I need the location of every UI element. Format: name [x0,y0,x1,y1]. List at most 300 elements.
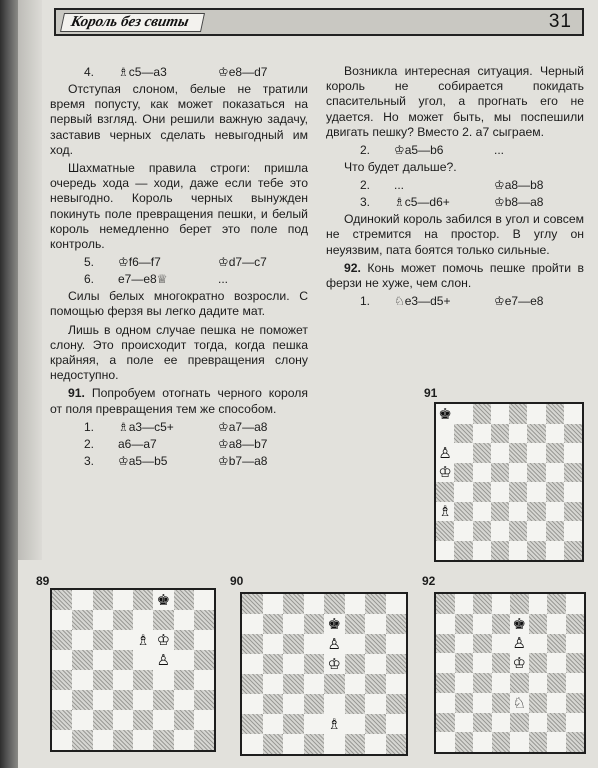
chess-piece-icon: ♗ [436,502,454,522]
square-b6 [455,634,474,654]
square-a2 [436,713,455,733]
square-b7 [454,424,472,444]
move-line [360,294,584,309]
move-line [360,195,584,210]
black-move: ♔a7—a8 [218,419,268,434]
square-f2 [345,714,366,734]
paragraph [50,323,308,384]
chess-piece-icon: ♙ [510,634,529,654]
square-b5 [454,463,472,483]
square-h1 [566,732,585,752]
square-g1 [546,541,564,561]
chessboard-89 [50,588,216,752]
square-d7 [113,610,133,630]
black-move: ♔a8—b7 [218,436,268,451]
square-b1 [263,734,284,754]
square-e4 [133,670,153,690]
square-e5 [510,653,529,673]
square-a1 [242,734,263,754]
square-e1 [509,541,527,561]
square-e1 [510,732,529,752]
paragraph [326,212,584,258]
black-move: ♔b7—a8 [218,453,268,468]
square-d8 [492,594,511,614]
square-c2 [283,714,304,734]
square-g8 [547,594,566,614]
square-a6 [52,630,72,650]
square-c8 [473,404,491,424]
square-g2 [547,713,566,733]
white-move: ... [394,178,405,193]
square-f4 [529,673,548,693]
square-a8 [52,590,72,610]
square-b4 [72,670,92,690]
square-b2 [263,714,284,734]
move-number: 6. [84,272,95,287]
white-move: ♗c5—a3 [118,65,167,79]
white-move: ♔f6—f7 [118,255,161,270]
chess-piece-icon: ♗ [324,714,345,734]
black-move: ... [494,143,505,158]
white-move: ♔a5—b6 [394,143,444,158]
square-d4 [113,670,133,690]
square-c6 [473,443,491,463]
square-h8 [194,590,214,610]
square-e1 [324,734,345,754]
square-b2 [72,710,92,730]
move-line [84,437,308,452]
square-f3 [153,690,173,710]
square-d4 [491,482,509,502]
square-c5 [93,650,113,670]
chapter-title: Король без свиты [60,13,205,32]
square-g1 [174,730,194,750]
black-move: ♔d7—c7 [218,255,267,270]
move-line [84,65,308,80]
square-f7 [153,610,173,630]
previous-page-edge [18,0,42,560]
square-h4 [566,673,585,693]
square-c5 [473,653,492,673]
square-a2 [436,521,454,541]
square-e5 [133,650,153,670]
square-d3 [492,693,511,713]
square-g5 [365,654,386,674]
paragraph-text: Возникла интересная ситуация. Черный король не собирается покидать спасительный угол, а прогнать его не удается. Но может быть, мы поспешили двигать пешку? Вместо 2. a7 сыграем. [326,64,584,139]
square-c3 [283,694,304,714]
black-move: ♔a8—b8 [494,178,544,193]
square-g6 [547,634,566,654]
square-b1 [72,730,92,750]
square-c4 [283,674,304,694]
square-h6 [386,634,407,654]
square-e2 [133,710,153,730]
square-f6 [529,634,548,654]
square-g3 [365,694,386,714]
square-h7 [386,614,407,634]
square-g4 [547,673,566,693]
move-number: 3. [84,453,95,468]
square-e1 [133,730,153,750]
square-h6 [566,634,585,654]
square-h3 [386,694,407,714]
square-g2 [174,710,194,730]
page-header [54,8,584,36]
square-d4 [492,673,511,693]
square-d3 [304,694,325,714]
square-h3 [194,690,214,710]
square-h6 [194,630,214,650]
book-page [36,0,598,768]
square-a4 [436,482,454,502]
move-number: 5. [84,255,95,270]
move-line [84,272,308,287]
square-b3 [454,502,472,522]
square-a6 [242,634,263,654]
chess-piece-icon: ♔ [324,654,345,674]
square-c7 [283,614,304,634]
paragraph-text: Попробуем отогнать черного короля от поля превращения тем же способом. [50,386,308,416]
square-e2 [324,714,345,734]
chessboard-91 [434,402,584,562]
black-move: ♔e7—e8 [494,294,544,309]
square-f8 [345,594,366,614]
square-h7 [564,424,582,444]
square-b7 [455,614,474,634]
square-c8 [283,594,304,614]
square-d1 [304,734,325,754]
square-d3 [113,690,133,710]
square-c5 [473,463,491,483]
square-a1 [52,730,72,750]
left-text-column [50,64,308,471]
square-h1 [194,730,214,750]
square-f7 [345,614,366,634]
square-f4 [345,674,366,694]
square-d7 [491,424,509,444]
square-c7 [473,614,492,634]
square-e5 [324,654,345,674]
square-f8 [153,590,173,610]
square-b6 [72,630,92,650]
square-g6 [546,443,564,463]
paragraph [50,289,308,319]
square-a7 [436,614,455,634]
square-b3 [455,693,474,713]
square-d6 [492,634,511,654]
square-a4 [242,674,263,694]
square-h5 [194,650,214,670]
square-g6 [365,634,386,654]
square-g1 [547,732,566,752]
white-move: ♔a5—b5 [118,453,168,468]
square-b6 [263,634,284,654]
square-h8 [564,404,582,424]
square-a8 [436,404,454,424]
square-c2 [473,713,492,733]
square-c6 [283,634,304,654]
paragraph [326,261,584,291]
square-g7 [174,610,194,630]
square-g3 [546,502,564,522]
square-d2 [492,713,511,733]
exercise-number: 91. [68,386,85,401]
square-c2 [473,521,491,541]
white-move: a6—a7 [118,436,157,451]
book-spine [0,0,18,768]
square-f5 [529,653,548,673]
square-f3 [527,502,545,522]
square-f1 [529,732,548,752]
square-g8 [546,404,564,424]
square-f4 [527,482,545,502]
square-b7 [263,614,284,634]
paragraph-text: Лишь в одном случае пешка не поможет слону. Это происходит тогда, когда пешка крайняя, а поле ее превращения слону недоступно. [50,322,308,383]
square-a3 [436,502,454,522]
square-b2 [455,713,474,733]
square-b8 [263,594,284,614]
diagram-label-91: 91 [424,386,438,400]
square-h2 [386,714,407,734]
paragraph-text: Шахматные правила строги: пришла очередь хода — ходи, даже если тебе это невыгодно. Король черных вынужден покинуть поле превращения пешки, и белый король немедленно берет это поле под контроль. [50,161,308,252]
chess-piece-icon: ♗ [133,630,153,650]
black-move: ♔b8—a8 [494,195,544,210]
square-h7 [566,614,585,634]
square-a7 [242,614,263,634]
white-move: ♗c5—d6+ [394,195,450,210]
white-move: e7—e8♕ [118,272,168,287]
chess-piece-icon: ♚ [153,590,173,610]
square-c1 [473,732,492,752]
square-e8 [509,404,527,424]
square-b2 [454,521,472,541]
square-c7 [93,610,113,630]
square-f5 [345,654,366,674]
square-d8 [113,590,133,610]
square-g7 [365,614,386,634]
paragraph-text: Что будет дальше?. [344,160,457,175]
square-d2 [491,521,509,541]
square-b8 [454,404,472,424]
square-h6 [564,443,582,463]
paragraph-text: Отступая слоном, белые не тратили время попусту, как может показаться на первый взгляд. Они решили важную задачу, заставив черных сделать невыгодный им ход. [50,82,308,157]
square-d1 [113,730,133,750]
square-e3 [510,693,529,713]
square-b4 [455,673,474,693]
square-f6 [527,443,545,463]
square-f1 [527,541,545,561]
square-f6 [153,630,173,650]
diagram-label-90: 90 [230,574,244,588]
move-number: 1. [84,419,95,434]
square-g2 [546,521,564,541]
chess-piece-icon: ♙ [153,650,173,670]
square-a2 [242,714,263,734]
diagram-label-92: 92 [422,574,436,588]
square-c3 [473,693,492,713]
square-e8 [510,594,529,614]
square-a7 [52,610,72,630]
square-f3 [529,693,548,713]
chess-piece-icon: ♙ [436,443,454,463]
square-g4 [365,674,386,694]
chess-piece-icon: ♔ [436,463,454,483]
square-c4 [473,482,491,502]
square-f7 [529,614,548,634]
square-g7 [546,424,564,444]
diagram-label-89: 89 [36,574,50,588]
chessboard-92 [434,592,586,754]
square-g8 [174,590,194,610]
square-c5 [283,654,304,674]
square-f1 [345,734,366,754]
chess-piece-icon: ♙ [324,634,345,654]
square-b7 [72,610,92,630]
move-number: 3. [360,195,371,210]
square-e6 [509,443,527,463]
square-h2 [194,710,214,730]
right-text-column [326,64,584,311]
square-a3 [242,694,263,714]
square-d7 [492,614,511,634]
square-f2 [527,521,545,541]
square-a3 [436,693,455,713]
square-d6 [113,630,133,650]
chessboard-90 [240,592,408,756]
paragraph [50,161,308,252]
square-h2 [566,713,585,733]
square-h8 [386,594,407,614]
square-c7 [473,424,491,444]
chess-piece-icon: ♘ [510,693,529,713]
square-e7 [509,424,527,444]
square-a1 [436,732,455,752]
square-g8 [365,594,386,614]
square-f3 [345,694,366,714]
square-h7 [194,610,214,630]
move-line [84,420,308,435]
square-e3 [133,690,153,710]
square-b8 [455,594,474,614]
square-a8 [436,594,455,614]
square-c4 [93,670,113,690]
square-c3 [93,690,113,710]
square-c1 [473,541,491,561]
square-h5 [564,463,582,483]
square-a6 [436,443,454,463]
white-move: ♗a3—c5+ [118,419,174,434]
square-c8 [93,590,113,610]
square-b5 [72,650,92,670]
square-e4 [509,482,527,502]
square-a1 [436,541,454,561]
square-h4 [564,482,582,502]
square-h3 [564,502,582,522]
move-line [360,178,584,193]
square-h5 [386,654,407,674]
square-d6 [491,443,509,463]
square-e6 [510,634,529,654]
square-d5 [304,654,325,674]
square-b4 [454,482,472,502]
square-f2 [153,710,173,730]
chess-piece-icon: ♚ [324,614,345,634]
square-a2 [52,710,72,730]
square-d1 [491,541,509,561]
paragraph-text: Конь может помочь пешке пройти в ферзи не хуже, чем слон. [326,260,584,291]
square-b3 [72,690,92,710]
black-move: ... [218,272,229,287]
square-f2 [529,713,548,733]
square-a8 [242,594,263,614]
move-number: 1. [360,294,371,309]
square-h4 [386,674,407,694]
paragraph [50,386,308,416]
square-b5 [455,653,474,673]
square-a5 [436,463,454,483]
square-e3 [324,694,345,714]
square-f8 [527,404,545,424]
square-c1 [93,730,113,750]
square-e3 [509,502,527,522]
chess-piece-icon: ♔ [153,630,173,650]
square-c8 [473,594,492,614]
square-e7 [510,614,529,634]
square-h3 [566,693,585,713]
square-c2 [93,710,113,730]
square-d5 [113,650,133,670]
square-d7 [304,614,325,634]
square-d6 [304,634,325,654]
square-c6 [93,630,113,650]
move-number: 2. [360,178,371,193]
white-move: ♘e3—d5+ [394,294,451,309]
square-f5 [527,463,545,483]
move-line [84,454,308,469]
square-d5 [491,463,509,483]
square-h8 [566,594,585,614]
chess-piece-icon: ♚ [436,404,454,424]
square-e6 [324,634,345,654]
square-d2 [113,710,133,730]
square-e2 [510,713,529,733]
square-f7 [527,424,545,444]
square-g5 [174,650,194,670]
square-g5 [547,653,566,673]
square-e8 [133,590,153,610]
square-d4 [304,674,325,694]
square-h2 [564,521,582,541]
square-e2 [509,521,527,541]
square-c6 [473,634,492,654]
square-d8 [491,404,509,424]
square-b6 [454,443,472,463]
paragraph [326,160,584,175]
move-number: 4. [84,65,95,79]
chess-piece-icon: ♔ [510,653,529,673]
square-e6 [133,630,153,650]
square-a5 [436,653,455,673]
square-f4 [153,670,173,690]
square-a6 [436,634,455,654]
move-number: 2. [360,143,371,158]
square-b5 [263,654,284,674]
square-d8 [304,594,325,614]
square-g5 [546,463,564,483]
square-e7 [133,610,153,630]
square-g1 [365,734,386,754]
square-d5 [492,653,511,673]
